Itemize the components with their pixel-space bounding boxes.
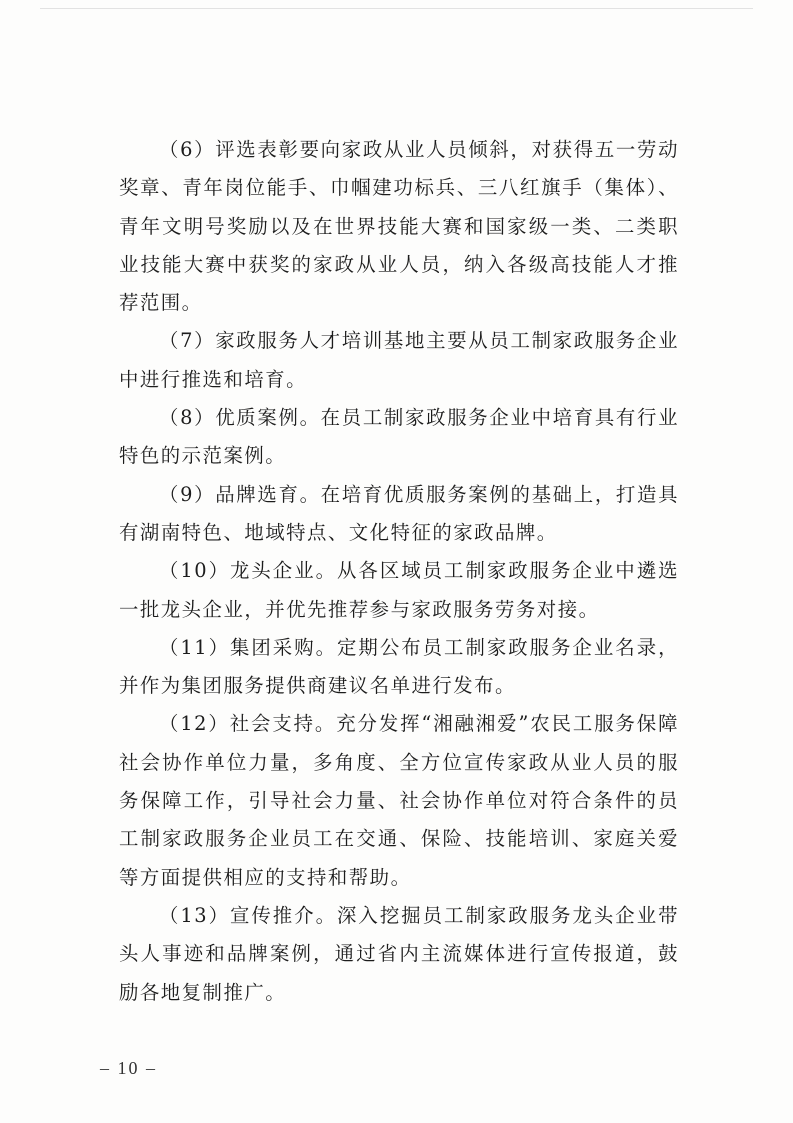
paragraph-6: （6）评选表彰要向家政从业人员倾斜，对获得五一劳动奖章、青年岗位能手、巾帼建功标兵、三八红旗手（集体）、青年文明号奖励以及在世界技能大赛和国家级一类、二类职业技能大赛中获奖的家政从业人员，纳入各级高技能人才推荐范围。	[119, 138, 679, 315]
paragraph-13: （13）宣传推介。深入挖掘员工制家政服务龙头企业带头人事迹和品牌案例，通过省内主流媒体进行宣传报道，鼓励各地复制推广。	[119, 903, 679, 1004]
paragraph-7: （7）家政服务人才培训基地主要从员工制家政服务企业中进行推选和培育。	[119, 329, 679, 391]
top-rule	[40, 8, 753, 9]
paragraph-8: （8）优质案例。在员工制家政服务企业中培育具有行业特色的示范案例。	[119, 406, 679, 468]
document-body	[0, 131, 793, 1012]
page-number: – 10 –	[100, 1058, 157, 1078]
paragraph-9: （9）品牌选育。在培育优质服务案例的基础上，打造具有湖南特色、地域特点、文化特征的家政品牌。	[119, 482, 679, 544]
paragraph-11: （11）集团采购。定期公布员工制家政服务企业名录，并作为集团服务提供商建议名单进行发布。	[119, 635, 679, 698]
paragraph-12: （12）社会支持。充分发挥“湘融湘爱”农民工服务保障社会协作单位力量，多角度、全方位宣传家政从业人员的服务保障工作，引导社会力量、社会协作单位对符合条件的员工制家政服务企业员工在交通、保险、技能培训、家庭关爱等方面提供相应的支持和帮助。	[119, 712, 679, 889]
paragraph-10: （10）龙头企业。从各区域员工制家政服务企业中遴选一批龙头企业，并优先推荐参与家政服务劳务对接。	[119, 559, 679, 621]
